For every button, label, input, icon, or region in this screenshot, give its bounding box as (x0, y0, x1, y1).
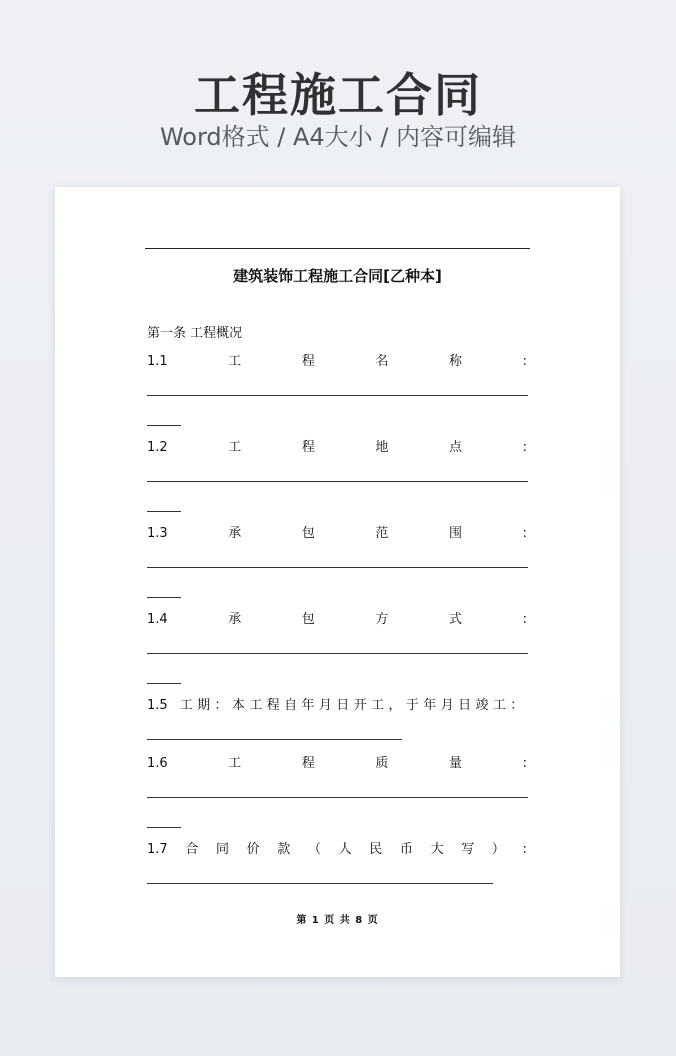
clause-char: 程 (301, 756, 315, 771)
clause-char: 工 (228, 440, 242, 455)
clause-char: 合 (185, 842, 199, 857)
fill-line-end (147, 597, 181, 598)
fill-line-end (147, 511, 181, 512)
header-rule (145, 248, 530, 249)
clause-row (147, 438, 527, 458)
clause-row (147, 610, 527, 630)
clause-number: 1.4 (147, 612, 168, 627)
clause-char: 写 (461, 842, 475, 857)
clause-char: 范 (375, 526, 389, 541)
clause-number: 1.7 (147, 842, 168, 857)
clause-char: 程 (301, 440, 315, 455)
clause-char: 民 (369, 842, 383, 857)
clause-char: ） (491, 842, 505, 857)
clause-char: 量 (448, 756, 462, 771)
clause-number: 1.6 (147, 756, 168, 771)
clause-row (147, 840, 527, 860)
page-title: 工程施工合同 (194, 68, 482, 122)
clause-number: 1.2 (147, 440, 168, 455)
clause-char: 点 (448, 440, 462, 455)
fill-line (147, 797, 528, 798)
fill-line-end (147, 683, 181, 684)
clause-text: 工期：本工程自年月日开工，于年月日竣工： (179, 698, 528, 713)
page-footer: 第 1 页 共 8 页 (296, 915, 379, 926)
clause-row (147, 352, 527, 372)
document-page (55, 187, 620, 977)
clause-row (147, 696, 527, 716)
clause-char: （ (307, 842, 321, 857)
fill-line (147, 567, 528, 568)
clause-char: 承 (228, 526, 242, 541)
clause-char: 地 (375, 440, 389, 455)
clause-char: 程 (301, 354, 315, 369)
clause-colon: : (522, 842, 527, 857)
clause-char: 围 (448, 526, 462, 541)
clause-colon: : (522, 440, 527, 455)
fill-line (147, 481, 528, 482)
clause-char: 币 (399, 842, 413, 857)
page-subtitle: Word格式 / A4大小 / 内容可编辑 (159, 123, 517, 151)
fill-line (147, 653, 528, 654)
clause-char: 大 (430, 842, 444, 857)
clause-char: 方 (375, 612, 389, 627)
clause-char: 称 (448, 354, 462, 369)
clause-char: 款 (277, 842, 291, 857)
clause-number: 1.3 (147, 526, 168, 541)
clause-char: 同 (215, 842, 229, 857)
fill-line (147, 395, 528, 396)
clause-char: 质 (375, 756, 389, 771)
fill-line (147, 739, 402, 740)
clause-number: 1.5 (147, 698, 168, 713)
clause-row (147, 754, 527, 774)
clause-char: 工 (228, 756, 242, 771)
clause-char: 承 (228, 612, 242, 627)
clause-char: 包 (301, 612, 315, 627)
clause-row (147, 524, 527, 544)
clause-char: 价 (246, 842, 260, 857)
clause-char: 工 (228, 354, 242, 369)
clause-char: 式 (448, 612, 462, 627)
clause-char: 包 (301, 526, 315, 541)
clause-colon: : (522, 526, 527, 541)
clause-colon: : (522, 612, 527, 627)
clause-colon: : (522, 354, 527, 369)
clause-char: 名 (375, 354, 389, 369)
section-heading: 第一条 工程概况 (147, 326, 243, 341)
clause-colon: : (522, 756, 527, 771)
document-title: 建筑装饰工程施工合同[乙种本] (233, 267, 442, 285)
fill-line (147, 883, 493, 884)
fill-line-end (147, 425, 181, 426)
fill-line-end (147, 827, 181, 828)
clause-char: 人 (338, 842, 352, 857)
clause-number: 1.1 (147, 354, 168, 369)
